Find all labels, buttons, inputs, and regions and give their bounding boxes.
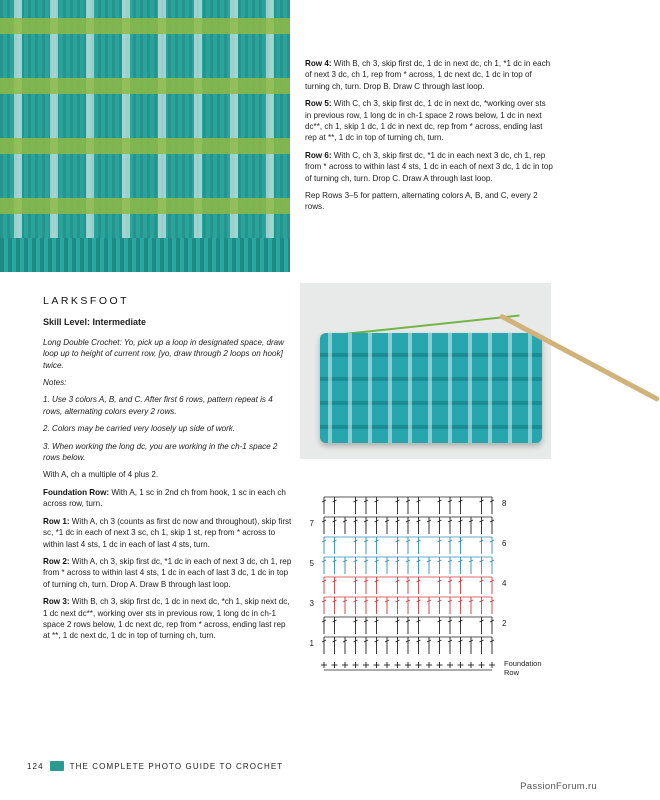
book-title: THE COMPLETE PHOTO GUIDE TO CROCHET	[69, 761, 284, 771]
foundation-label: Foundation	[504, 659, 542, 668]
row-5-instruction: Row 5: With C, ch 3, skip first dc, 1 dc in next dc, *working over sts in previous row, 1 long dc in ch-1 space 2 rows below, 1 dc in next dc**, ch 1, skip 1 dc, 1 dc in next dc, rep from * across, ending last rep at **, 1 dc in top of turning ch, turn.	[305, 99, 546, 143]
chain-multiple: With A, ch a multiple of 4 plus 2.	[43, 470, 159, 480]
note-3: 3. When working the long dc, you are working in the ch-1 space 2 rows below.	[43, 441, 278, 463]
row-number-6: 6	[502, 539, 507, 548]
row-4-instruction: Row 4: With B, ch 3, skip first dc, 1 dc in next dc, ch 1, *1 dc in each of next 3 dc, ch 1, rep from * across, 1 dc next dc, 1 dc in top of turning ch, turn. Drop B. Draw C through last loop.	[305, 59, 551, 91]
page-footer	[27, 761, 283, 771]
row-number-1: 1	[309, 639, 314, 648]
crochet-swatch-photo-top	[0, 0, 290, 272]
stitch-chart	[310, 472, 550, 704]
row-6-instruction: Row 6: With C, ch 3, skip first dc, *1 dc in each next 3 dc, ch 1, rep from * across to within last 4 sts, 1 dc in each of next 3 dc, 1 dc in top of turning ch, turn. Drop C. Draw A through last loop.	[305, 150, 553, 183]
skill-level: Skill Level: Intermediate	[43, 317, 147, 328]
row-number-4: 4	[502, 579, 507, 588]
row-number-3: 3	[309, 599, 314, 608]
row-2-instruction: Row 2: With A, ch 3, skip first dc, *1 dc in each of next 3 dc, ch 1, rep from * across to within last 4 sts, 1 dc in each of last 3 dc, 1 dc in top of turning ch, turn. Drop A. Draw B through last loop.	[43, 556, 292, 589]
row-number-5: 5	[309, 559, 314, 568]
row-3-instruction: Row 3: With B, ch 3, skip first dc, 1 dc in next dc, *ch 1, skip next dc, 1 dc next dc**, working over sts in previous row, 1 long dc in ch-1 space 2 rows below, 1 dc next dc, rep from * across, ending last rep at **, 1 dc next dc, 1 dc in top of turning ch, turn.	[43, 597, 290, 641]
row-1-instruction: Row 1: With A, ch 3 (counts as first dc now and throughout), skip first sc, *1 dc in each of next 3 sc, ch 1, skip 1 st, rep from * across to within last 4 sts, 1 dc in each of last 4 sts, turn.	[43, 516, 292, 549]
page-number: 124	[27, 761, 44, 771]
foundation-label-row: Row	[504, 668, 520, 677]
larksfoot-swatch-photo	[300, 283, 551, 459]
book-logo-icon	[50, 761, 64, 771]
row-number-8: 8	[502, 499, 507, 508]
row-number-2: 2	[502, 619, 507, 628]
row-number-7: 7	[309, 519, 314, 528]
right-column-instructions	[305, 58, 553, 219]
note-1: 1. Use 3 colors A, B, and C. After first 6 rows, pattern repeat is 4 rows, alternating colors every 2 rows.	[43, 395, 273, 416]
stitch-chart-svg	[310, 472, 550, 704]
foundation-row-instruction: Foundation Row: With A, 1 sc in 2nd ch from hook, 1 sc in each ch across row, turn.	[43, 487, 286, 509]
notes-label: Notes:	[43, 378, 67, 388]
repeat-instruction: Rep Rows 3–5 for pattern, alternating colors A, B, and C, every 2 rows.	[305, 191, 538, 212]
crochet-fabric	[320, 333, 542, 443]
watermark: PassionForum.ru	[520, 781, 597, 792]
section-title: LARKSFOOT	[43, 295, 130, 307]
larksfoot-section	[43, 296, 293, 648]
note-2: 2. Colors may be carried very loosely up side of work.	[43, 424, 236, 434]
long-dc-definition: Long Double Crochet: Yo, pick up a loop in designated space, draw loop up to height of current row, [yo, draw through 2 loops on hook] twice.	[43, 337, 285, 370]
